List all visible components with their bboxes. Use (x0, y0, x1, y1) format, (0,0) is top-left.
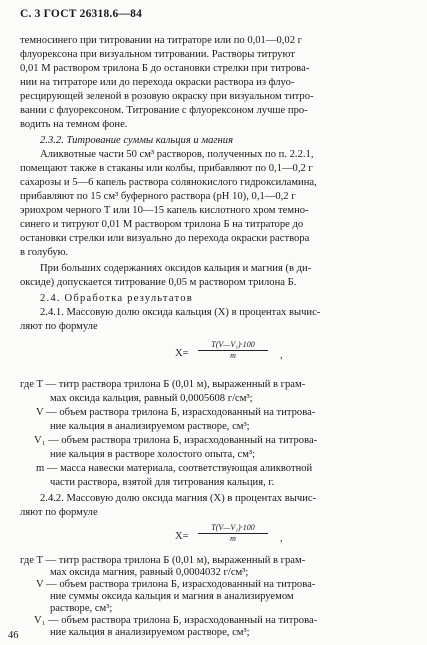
formula-1-denominator: m (230, 351, 236, 360)
page-number: 46 (8, 630, 19, 641)
text-line: прибавляют по 15 см³ буферного раствора (рН 10), 0,1—0,2 г (20, 191, 296, 202)
text-line: ляют по формуле (20, 507, 98, 518)
text-line: эриохром черного Т или 10—15 капель кислотного хром темно- (20, 205, 309, 216)
section-heading: 2.4. Обработка результатов (40, 293, 193, 304)
text-line: помещают также в стаканы или колбы, прибавляют по 0,1—0,2 г (20, 163, 313, 174)
text-line: где T — титр раствора трилона Б (0,01 м), выраженный в грам- (20, 555, 306, 566)
text-line: 2.4.1. Массовую долю оксида кальция (X) в процентах вычис- (40, 307, 321, 318)
text-line: водить на темном фоне. (20, 119, 128, 130)
formula-2-numerator: T(V—V₁)·100 (198, 523, 268, 534)
page-header: С. 3 ГОСТ 26318.6—84 (20, 8, 143, 20)
section-heading: 2.3.2. Титрование суммы кальция и магния (40, 135, 234, 146)
text-line: V₁ — объем раствора трилона Б, израсходованный на титрова- (34, 615, 318, 626)
text-line: ние суммы оксида кальция и магния в анализируемом (50, 591, 294, 602)
text-line: сахарозы и 5—6 капель раствора солянокислого гидроксиламина, (20, 177, 317, 188)
text-line: в голубую. (20, 247, 69, 258)
text-line: V₁ — объем раствора трилона Б, израсходованный на титрова- (34, 435, 318, 446)
text-line: При больших содержаниях оксидов кальция и магния (в ди- (40, 263, 312, 274)
text-line: остановки стрелки или визуально до перехода окраски раствора (20, 233, 310, 244)
text-line: ляют по формуле (20, 321, 98, 332)
text-line: где T — титр раствора трилона Б (0,01 м), выраженный в грам- (20, 379, 306, 390)
formula-2-fraction (198, 523, 268, 544)
text-line: темносинего при титровании на титраторе или по 0,01—0,02 г (20, 35, 302, 46)
text-line: синего и титруют 0,01 М раствором трилона Б на титраторе до (20, 219, 304, 230)
formula-1-numerator: T(V—V₁)·100 (198, 340, 268, 351)
formula-1-fraction (198, 340, 268, 361)
text-line: мах оксида кальция, равный 0,0005608 г/см³; (50, 393, 253, 404)
formula-2-tail: , (280, 533, 283, 544)
formula-2-denominator: m (230, 534, 236, 543)
text-line: растворе, см³; (50, 603, 113, 614)
text-line: ресцирующей зеленой в розовую окраску при визуальном титро- (20, 91, 314, 102)
text-line: V — объем раствора трилона Б, израсходованный на титрова- (36, 579, 316, 590)
text-line: нии на титраторе или до перехода окраски раствора из флуо- (20, 77, 295, 88)
text-line: ние кальция в анализируемом растворе, см³; (50, 627, 250, 638)
formula-1-lhs: X= (175, 348, 189, 359)
text-line: оксиде) допускается титрование 0,05 м раствором трилона Б. (20, 277, 297, 288)
text-line: m — масса навески материала, соответствующая аликвотной (36, 463, 313, 474)
text-line: ние кальция в растворе холостого опыта, см³; (50, 449, 256, 460)
text-line: 2.4.2. Массовую долю оксида магния (X) в процентах вычис- (40, 493, 317, 504)
text-line: части раствора, взятой для титрования кальция, г. (50, 477, 275, 488)
text-line: мах оксида магния, равный 0,0004032 г/см³; (50, 567, 249, 578)
text-line: вании с флуорексоном. Титрование с флуорексоном лучше про- (20, 105, 308, 116)
text-line: 0,01 М раствором трилона Б до остановки стрелки при титрова- (20, 63, 310, 74)
formula-1-tail: , (280, 350, 283, 361)
text-line: Аликвотные части 50 см³ растворов, полученных по п. 2.2.1, (40, 149, 314, 160)
text-line: флуорексона при визуальном титровании. Растворы титруют (20, 49, 295, 60)
text-line: ние кальция в анализируемом растворе, см³; (50, 421, 250, 432)
formula-2-lhs: X= (175, 531, 189, 542)
text-line: V — объем раствора трилона Б, израсходованный на титрова- (36, 407, 316, 418)
